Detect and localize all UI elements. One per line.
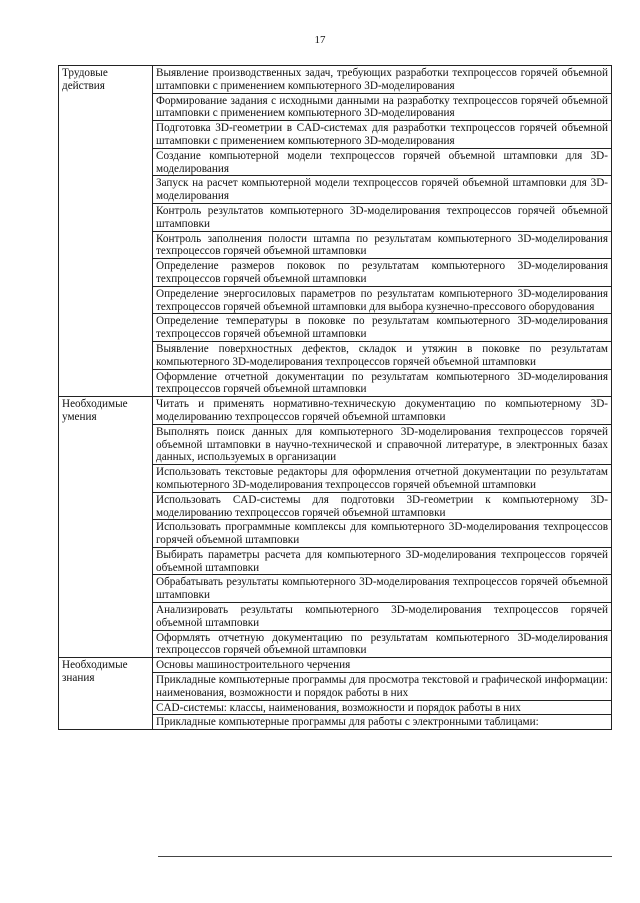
table-cell-item: Подготовка 3D-геометрии в CAD-системах для разработки техпроцессов горячей объемной штамповки с применением компьютерного 3D-моделирования	[153, 121, 612, 149]
table-cell-item: CAD-системы: классы, наименования, возможности и порядок работы в них	[153, 700, 612, 715]
table-cell-item: Анализировать результаты компьютерного 3D-моделирования техпроцессов горячей объемной штамповки	[153, 603, 612, 631]
table-cell-item: Запуск на расчет компьютерной модели техпроцессов горячей объемной штамповки для 3D-моделирования	[153, 176, 612, 204]
table-cell-item: Оформление отчетной документации по результатам компьютерного 3D-моделирования техпроцессов горячей объемной штамповки	[153, 369, 612, 397]
section-label-labor-actions: Трудовые действия	[59, 66, 153, 397]
table-row	[59, 66, 612, 94]
table-cell-item: Читать и применять нормативно-техническую документацию по компьютерному 3D-моделированию техпроцессов горячей объемной штамповки	[153, 397, 612, 425]
page-number: 17	[314, 34, 326, 46]
table-cell-item: Оформлять отчетную документацию по результатам компьютерного 3D-моделирования техпроцессов горячей объемной штамповки	[153, 630, 612, 658]
table-cell-item: Определение размеров поковок по результатам компьютерного 3D-моделирования техпроцессов горячей объемной штамповки	[153, 259, 612, 287]
table-bottom-edge	[158, 856, 612, 857]
table-cell-item: Выявление производственных задач, требующих разработки техпроцессов горячей объемной штамповки с применением компьютерного 3D-моделирования	[153, 66, 612, 94]
table-row	[59, 658, 612, 673]
table-row	[59, 397, 612, 425]
table-cell-item: Контроль заполнения полости штампа по результатам компьютерного 3D-моделирования техпроцессов горячей объемной штамповки	[153, 231, 612, 259]
table-cell-item: Выполнять поиск данных для компьютерного 3D-моделирования техпроцессов горячей объемной штамповки в научно-технической и справочной литературе, в электронных базах данных, используемых в организации	[153, 424, 612, 464]
table-cell-item: Выявление поверхностных дефектов, складок и утяжин в поковке по результатам компьютерного 3D-моделирования техпроцессов горячей объемной штамповки	[153, 341, 612, 369]
table-cell-item: Определение энергосиловых параметров по результатам компьютерного 3D-моделирования техпроцессов горячей объемной штамповки для выбора кузнечно-прессового оборудования	[153, 286, 612, 314]
table-cell-item: Формирование задания с исходными данными на разработку техпроцессов горячей объемной штамповки с применением компьютерного 3D-моделирования	[153, 93, 612, 121]
table-cell-item: Основы машиностроительного черчения	[153, 658, 612, 673]
table-body	[59, 66, 612, 730]
table-cell-item: Выбирать параметры расчета для компьютерного 3D-моделирования техпроцессов горячей объемной штамповки	[153, 547, 612, 575]
qualification-table	[58, 65, 612, 730]
table-cell-item: Прикладные компьютерные программы для просмотра текстовой и графической информации: наименования, возможности и порядок работы в них	[153, 673, 612, 701]
table-cell-item: Использовать текстовые редакторы для оформления отчетной документации по результатам компьютерного 3D-моделирования техпроцессов горячей объемной штамповки	[153, 465, 612, 493]
section-label-required-skills: Необходимые умения	[59, 397, 153, 658]
section-label-required-knowledge: Необходимые знания	[59, 658, 153, 730]
table-cell-item: Определение температуры в поковке по результатам компьютерного 3D-моделирования техпроцессов горячей объемной штамповки	[153, 314, 612, 342]
table-cell-item: Контроль результатов компьютерного 3D-моделирования техпроцессов горячей объемной штамповки	[153, 203, 612, 231]
table-cell-item: Создание компьютерной модели техпроцессов горячей объемной штамповки для 3D-моделирования	[153, 148, 612, 176]
table-cell-item: Обрабатывать результаты компьютерного 3D-моделирования техпроцессов горячей объемной штамповки	[153, 575, 612, 603]
table-cell-item: Прикладные компьютерные программы для работы с электронными таблицами:	[153, 715, 612, 730]
table-cell-item: Использовать программные комплексы для компьютерного 3D-моделирования техпроцессов горячей объемной штамповки	[153, 520, 612, 548]
table-cell-item: Использовать CAD-системы для подготовки 3D-геометрии к компьютерному 3D-моделированию техпроцессов горячей объемной штамповки	[153, 492, 612, 520]
